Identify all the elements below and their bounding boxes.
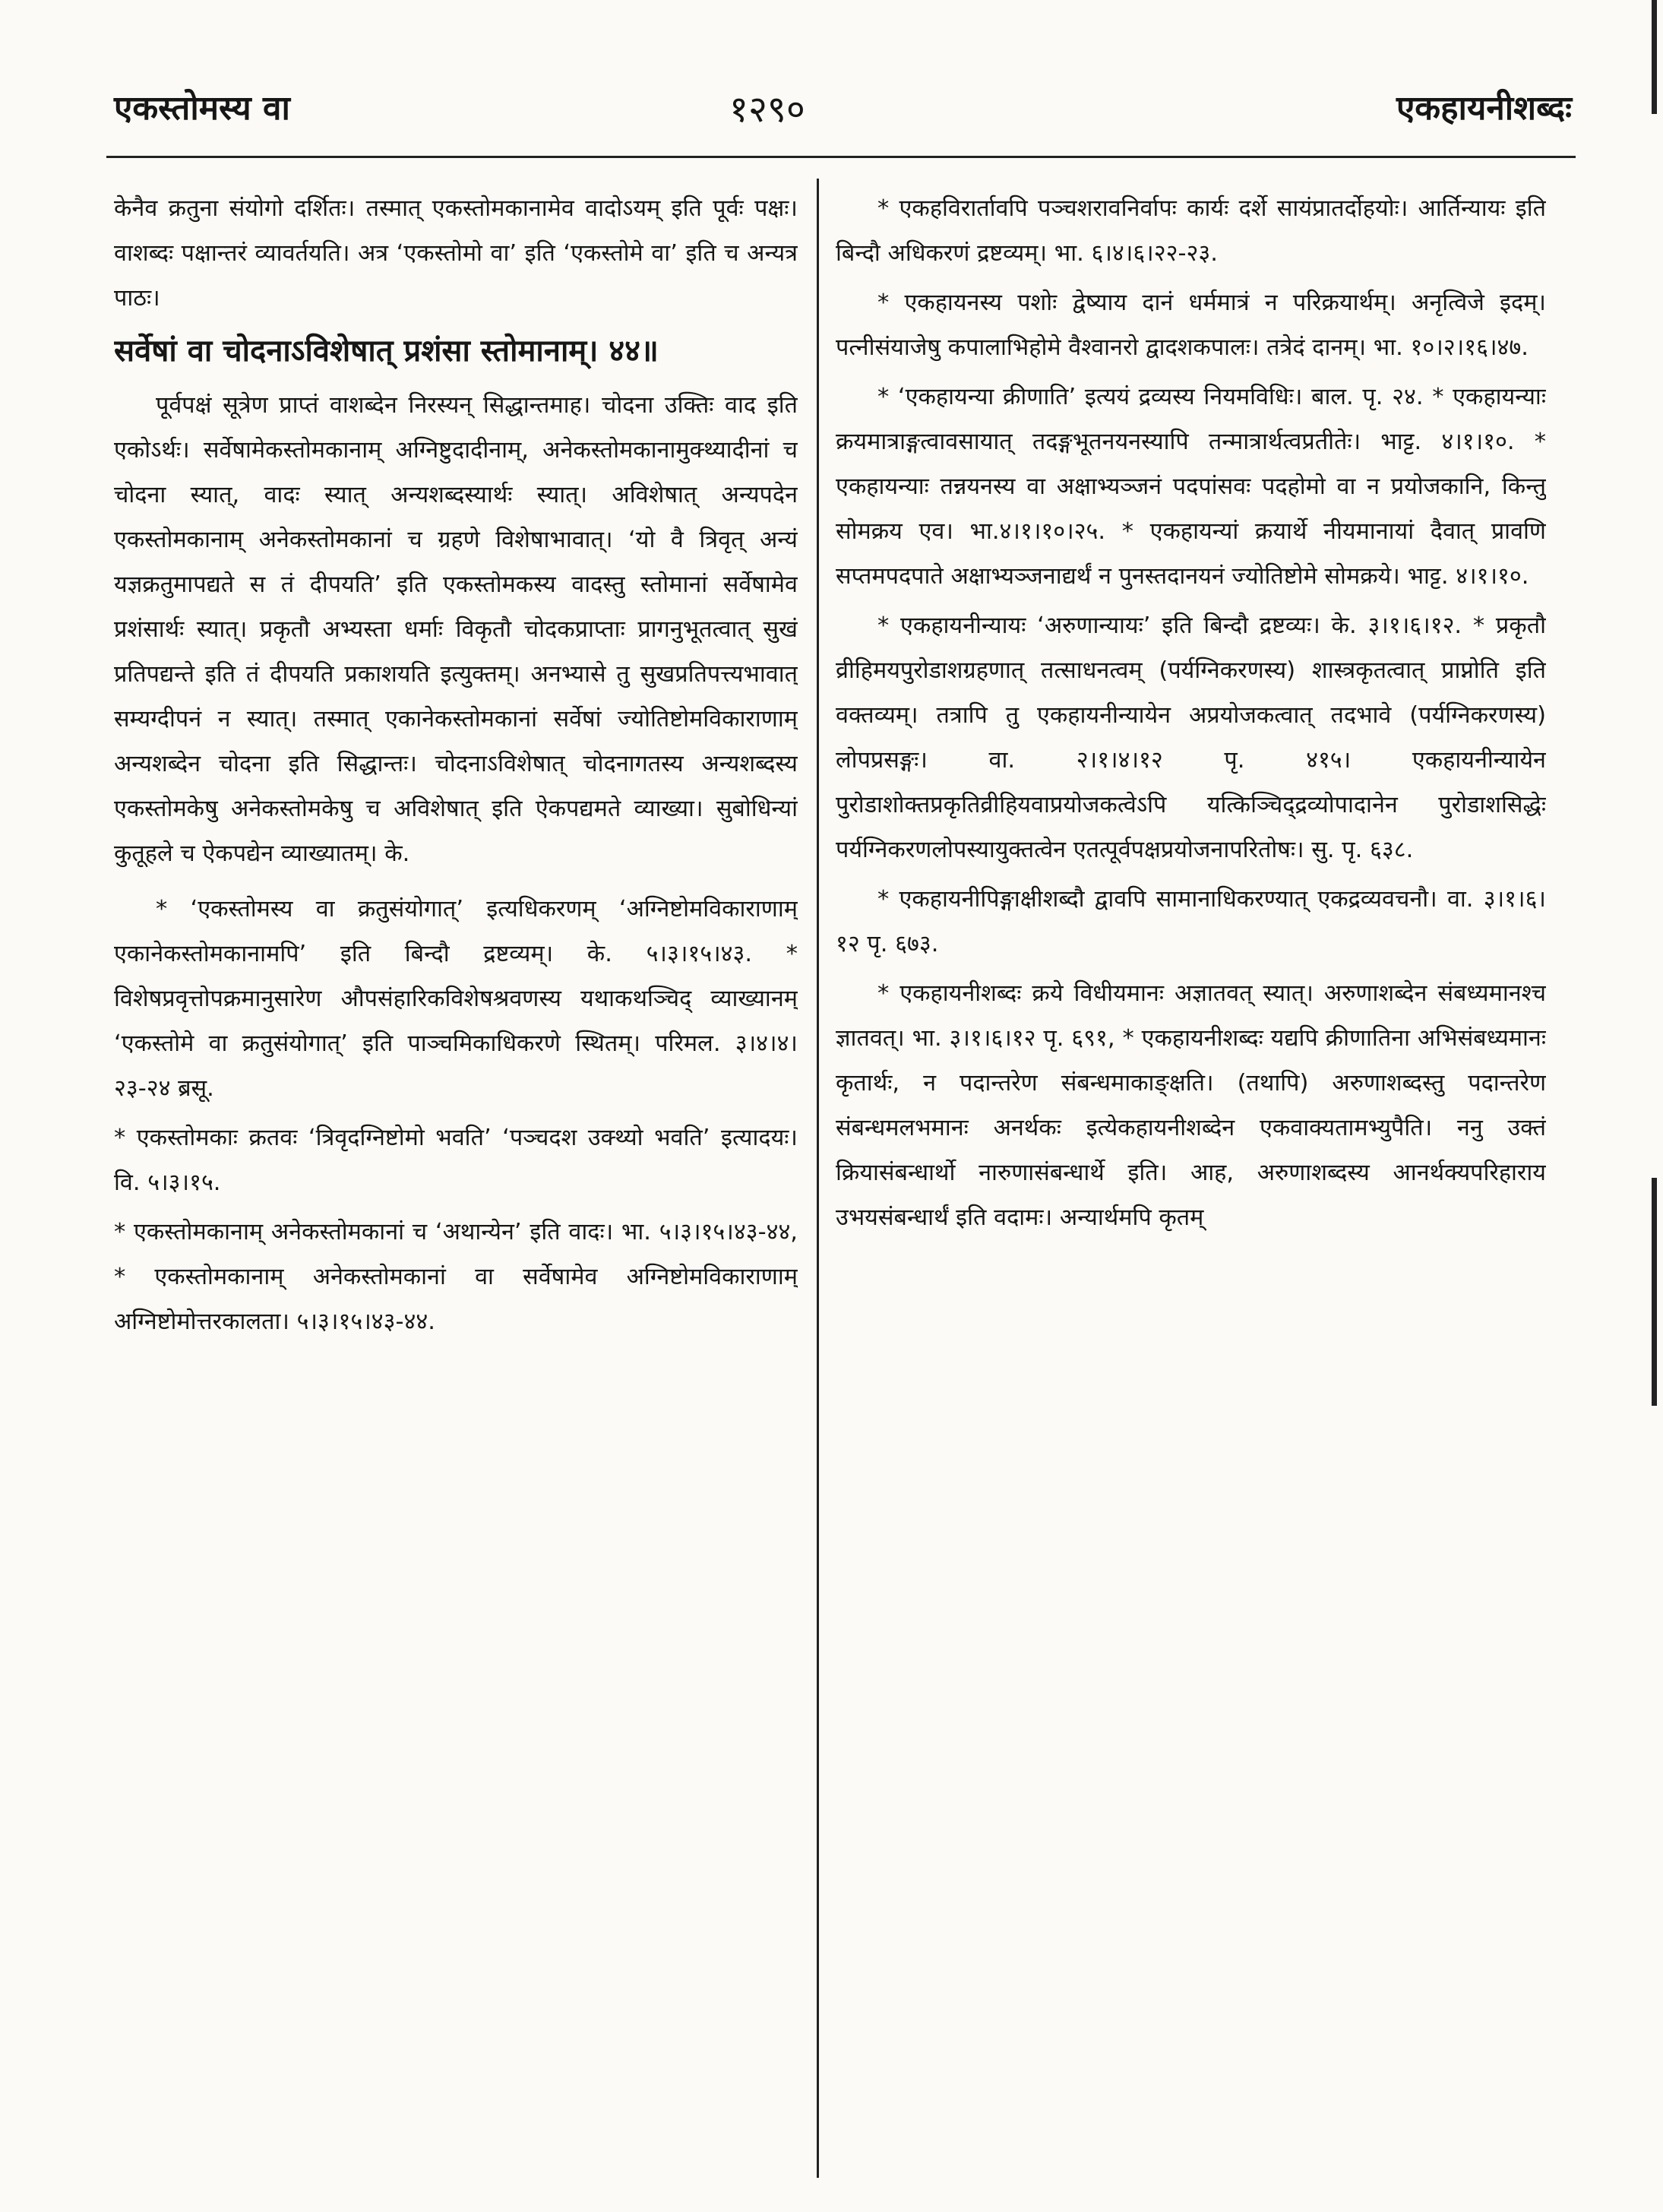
scan-edge-mark [1652,1178,1657,1406]
header-rule [106,156,1576,158]
column-divider [817,179,819,2178]
paragraph: * ‘एकस्तोमस्य वा क्रतुसंयोगात्’ इत्यधिकरणम् ‘अग्निष्टोमविकाराणाम् एकानेकस्तोमकानामपि’ इति बिन्दौ द्रष्टव्यम्। के. ५।३।१५।४३. * विशेषप्रवृत्तोपक्रमानुसारेण औपसंहारिकविशेषश्रवणस्य यथाकथञ्चिद् व्याख्यानम् ‘एकस्तोमे वा क्रतुसंयोगात्’ इति पाञ्चमिकाधिकरणे स्थितम्। परिमल. ३।४।४।२३-२४ ब्रसू. [114,896,798,1102]
paragraph: * एकहायनीशब्दः क्रये विधीयमानः अज्ञातवत् स्यात्। अरुणाशब्देन संबध्यमानश्च ज्ञातवत्। भा. ३।१।६।१२ पृ. ६९१, * एकहायनीशब्दः यद्यपि क्रीणातिना अभिसंबध्यमानः कृतार्थः, न पदान्तरेण संबन्धमाकाङ्क्षति। (तथापि) अरुणाशब्दस्तु पदान्तरेण संबन्धमलभमानः अनर्थकः इत्येकहायनीशब्देन एकवाक्यतामभ्युपैति। ननु उक्तं क्रियासंबन्धार्थो नारुणासंबन्धार्थे इति। आह, अरुणाशब्दस्य आनर्थक्यपरिहाराय उभयसंबन्धार्थं इति वदामः। अन्यार्थमपि कृतम् [836,980,1546,1231]
left-column [114,186,798,2182]
paragraph: * एकहायनस्य पशोः द्वेष्याय दानं धर्ममात्रं न परिक्रयार्थम्। अनृत्विजे इदम्। पत्नीसंयाजेषु कपालाभिहोमे वैश्वानरो द्वादशकपालः। तत्रेदं दानम्। भा. १०।२।१६।४७. [836,290,1546,361]
running-head-right: एकहायनीशब्दः [1396,89,1572,128]
scan-edge-mark [1652,0,1657,114]
paragraph: * एकस्तोमकाः क्रतवः ‘त्रिवृदग्निष्टोमो भवति’ ‘पञ्चदश उक्थ्यो भवति’ इत्यादयः। वि. ५।३।१५. [114,1125,798,1196]
right-column [836,186,1546,2182]
running-head-left: एकस्तोमस्य वा [114,89,290,128]
paragraph: * एकहविरार्तावपि पञ्चशरावनिर्वापः कार्यः दर्शे सायंप्रातर्दोहयोः। आर्तिन्यायः इति बिन्दौ अधिकरणं द्रष्टव्यम्। भा. ६।४।६।२२-२३. [836,195,1546,267]
page-number: १२९० [729,88,805,131]
sutra-heading: सर्वेषां वा चोदनाऽविशेषात् प्रशंसा स्तोमानाम्। ४४॥ [114,334,659,369]
paragraph: * एकहायनीपिङ्गाक्षीशब्दौ द्वावपि सामानाधिकरण्यात् एकद्रव्यवचनौ। वा. ३।१।६।१२ पृ. ६७३. [836,886,1546,957]
paragraph: * एकहायनीन्यायः ‘अरुणान्यायः’ इति बिन्दौ द्रष्टव्यः। के. ३।१।६।१२. * प्रकृतौ व्रीहिमयपुरोडाशग्रहणात् तत्साधनत्वम् (पर्यग्निकरणस्य) शास्त्रकृतत्वात् प्राप्नोति इति वक्तव्यम्। तत्रापि तु एकहायनीन्यायेन अप्रयोजकत्वात् तदभावे (पर्यग्निकरणस्य) लोपप्रसङ्गः। वा. २।१।४।१२ पृ. ४१५। एकहायनीन्यायेन पुरोडाशोक्तप्रकृतिव्रीहियवाप्रयोजकत्वेऽपि यत्किञ्चिद्द्रव्योपादानेन पुरोडाशसिद्धेः पर्यग्निकरणलोपस्यायुक्तत्वेन एतत्पूर्वपक्षप्रयोजनापरितोषः। सु. पृ. ६३८. [836,612,1546,863]
paragraph: * एकस्तोमकानाम् अनेकस्तोमकानां च ‘अथान्येन’ इति वादः। भा. ५।३।१५।४३-४४, * एकस्तोमकानाम् अनेकस्तोमकानां वा सर्वेषामेव अग्निष्टोमविकाराणाम् अग्निष्टोमोत्तरकालता। ५।३।१५।४३-४४. [114,1219,798,1335]
paragraph: * ‘एकहायन्या क्रीणाति’ इत्ययं द्रव्यस्य नियमविधिः। बाल. पृ. २४. * एकहायन्याः क्रयमात्राङ्गत्वावसायात् तदङ्गभूतनयनस्यापि तन्मात्रार्थत्वप्रतीतेः। भाट्ट. ४।१।१०. * एकहायन्याः तन्नयनस्य वा अक्षाभ्यञ्जनं पदपांसवः पदहोमो वा न प्रयोजकानि, किन्तु सोमक्रय एव। भा.४।१।१०।२५. * एकहायन्यां क्रयार्थे नीयमानायां दैवात् प्रावणि सप्तमपदपाते अक्षाभ्यञ्जनाद्यर्थं न पुनस्तदानयनं ज्योतिष्टोमे सोमक्रये। भाट्ट. ४।१।१०. [836,384,1546,590]
paragraph: केनैव क्रतुना संयोगो दर्शितः। तस्मात् एकस्तोमकानामेव वादोऽयम् इति पूर्वः पक्षः। वाशब्दः पक्षान्तरं व्यावर्तयति। अत्र ‘एकस्तोमो वा’ इति ‘एकस्तोमे वा’ इति च अन्यत्र पाठः। [114,195,798,312]
paragraph: पूर्वपक्षं सूत्रेण प्राप्तं वाशब्देन निरस्यन् सिद्धान्तमाह। चोदना उक्तिः वाद इति एकोऽर्थः। सर्वेषामेकस्तोमकानाम् अग्निष्टुदादीनाम्, अनेकस्तोमकानामुक्थ्यादीनां च चोदना स्यात्, वादः स्यात् अन्यशब्दस्यार्थः स्यात्। अविशेषात् अन्यपदेन एकस्तोमकानाम् अनेकस्तोमकानां च ग्रहणे विशेषाभावात्। ‘यो वै त्रिवृत् अन्यं यज्ञक्रतुमापद्यते स तं दीपयति’ इति एकस्तोमकस्य वादस्तु स्तोमानां सर्वेषामेव प्रशंसार्थः स्यात्। प्रकृतौ अभ्यस्ता धर्माः विकृतौ चोदकप्राप्ताः प्रागनुभूतत्वात् सुखं प्रतिपद्यन्ते इति तं दीपयति प्रकाशयति इत्युक्तम्। अनभ्यासे तु सुखप्रतिपत्त्यभावात् सम्यग्दीपनं न स्यात्। तस्मात् एकानेकस्तोमकानां सर्वेषां ज्योतिष्टोमविकाराणाम् अन्यशब्देन चोदना इति सिद्धान्तः। चोदनाऽविशेषात् चोदनागतस्य अन्यशब्दस्य एकस्तोमकेषु अनेकस्तोमकेषु च अविशेषात् इति ऐकपद्यमते व्याख्या। सुबोधिन्यां कुतूहले च ऐकपद्येन व्याख्यातम्। के. [114,392,798,867]
